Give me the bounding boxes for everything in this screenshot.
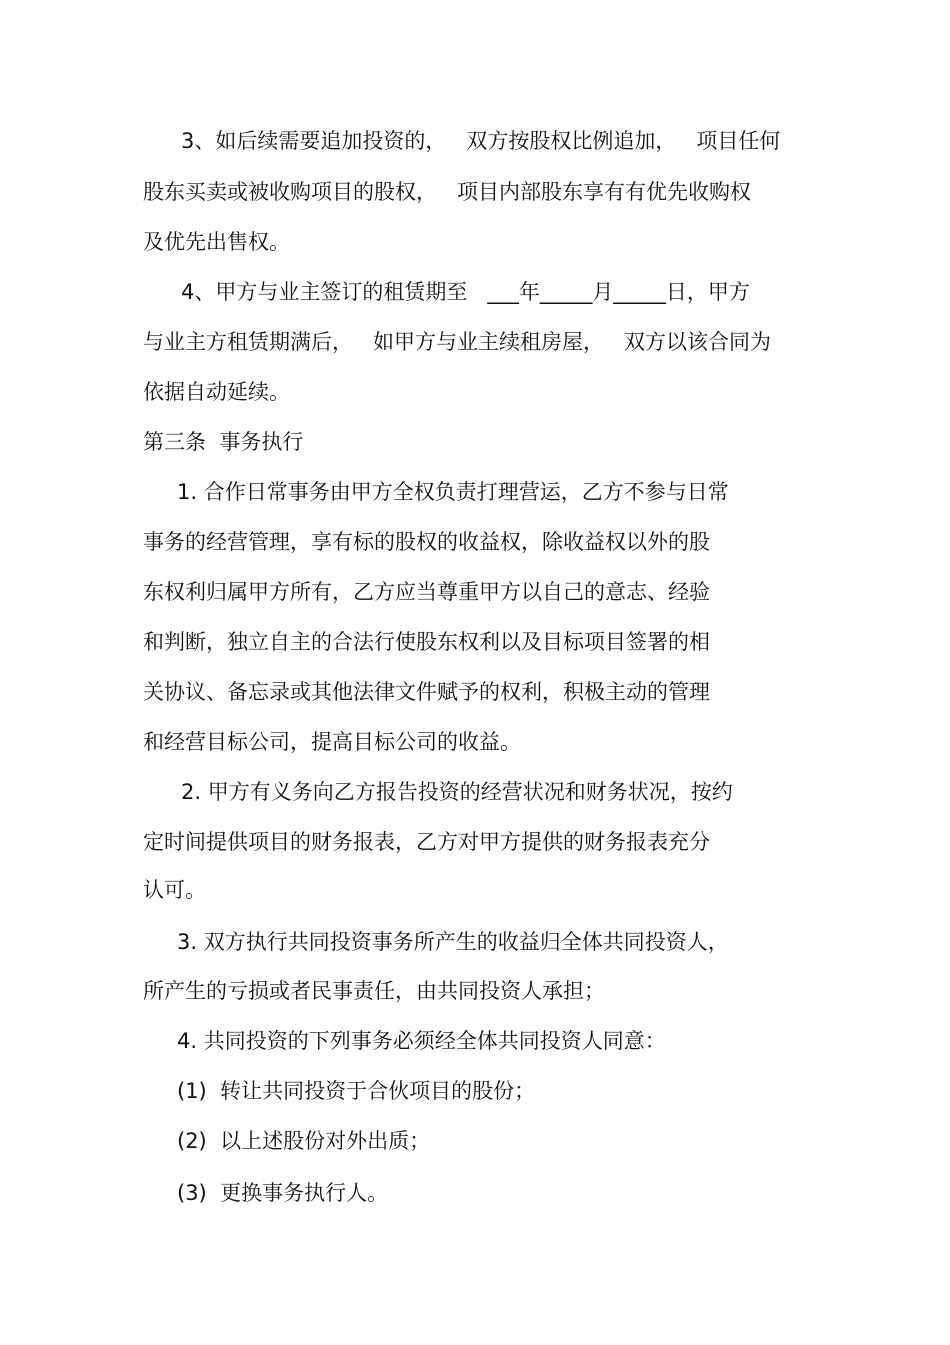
clause-3-item-1-line-6: 和经营目标公司，提高目标公司的收益。 bbox=[143, 730, 521, 754]
clause-3-item-4-sub-2: (2) 以上述股份对外出质； bbox=[177, 1129, 431, 1153]
clause-3-item-1-line-2: 事务的经营管理，享有标的股权的收益权，除收益权以外的股 bbox=[143, 530, 710, 554]
clause-2-item-3-line-3: 及优先出售权。 bbox=[143, 230, 290, 254]
section-heading: 第三条 事务执行 bbox=[143, 430, 304, 454]
clause-3-item-3-line-2: 所产生的亏损或者民事责任，由共同投资人承担； bbox=[143, 979, 605, 1003]
clause-3-item-3-line-1: 3. 双方执行共同投资事务所产生的收益归全体共同投资人， bbox=[177, 930, 729, 954]
clause-3-item-1-line-5: 关协议、备忘录或其他法律文件赋予的权利，积极主动的管理 bbox=[143, 680, 710, 704]
clause-3-item-4-sub-3: (3) 更换事务执行人。 bbox=[177, 1181, 389, 1205]
clause-2-item-3-line-1: 3、如后续需要追加投资的， 双方按股权比例追加， 项目任何 bbox=[181, 129, 781, 153]
clause-3-item-1-line-3: 东权利归属甲方所有，乙方应当尊重甲方以自己的意志、经验 bbox=[143, 580, 710, 604]
clause-2-item-4-line-1: 4、甲方与业主签订的租赁期至 ___年_____月_____日，甲方 bbox=[181, 280, 750, 304]
clause-2-item-4-line-2: 与业主方租赁期满后， 如甲方与业主续租房屋， 双方以该合同为 bbox=[143, 330, 772, 354]
clause-3-item-2-line-3: 认可。 bbox=[143, 878, 206, 902]
clause-2-item-3-line-2: 股东买卖或被收购项目的股权， 项目内部股东享有有优先收购权 bbox=[143, 180, 752, 204]
clause-2-item-4-line-3: 依据自动延续。 bbox=[143, 380, 290, 404]
clause-3-item-2-line-2: 定时间提供项目的财务报表，乙方对甲方提供的财务报表充分 bbox=[143, 830, 710, 854]
clause-3-item-4-sub-1: (1) 转让共同投资于合伙项目的股份； bbox=[177, 1079, 536, 1103]
clause-3-item-4-line-1: 4. 共同投资的下列事务必须经全体共同投资人同意： bbox=[177, 1029, 666, 1053]
clause-3-item-1-line-1: 1. 合作日常事务由甲方全权负责打理营运，乙方不参与日常 bbox=[177, 480, 729, 504]
clause-3-item-1-line-4: 和判断，独立自主的合法行使股东权利以及目标项目签署的相 bbox=[143, 630, 710, 654]
clause-3-item-2-line-1: 2. 甲方有义务向乙方报告投资的经营状况和财务状况，按约 bbox=[181, 780, 733, 804]
